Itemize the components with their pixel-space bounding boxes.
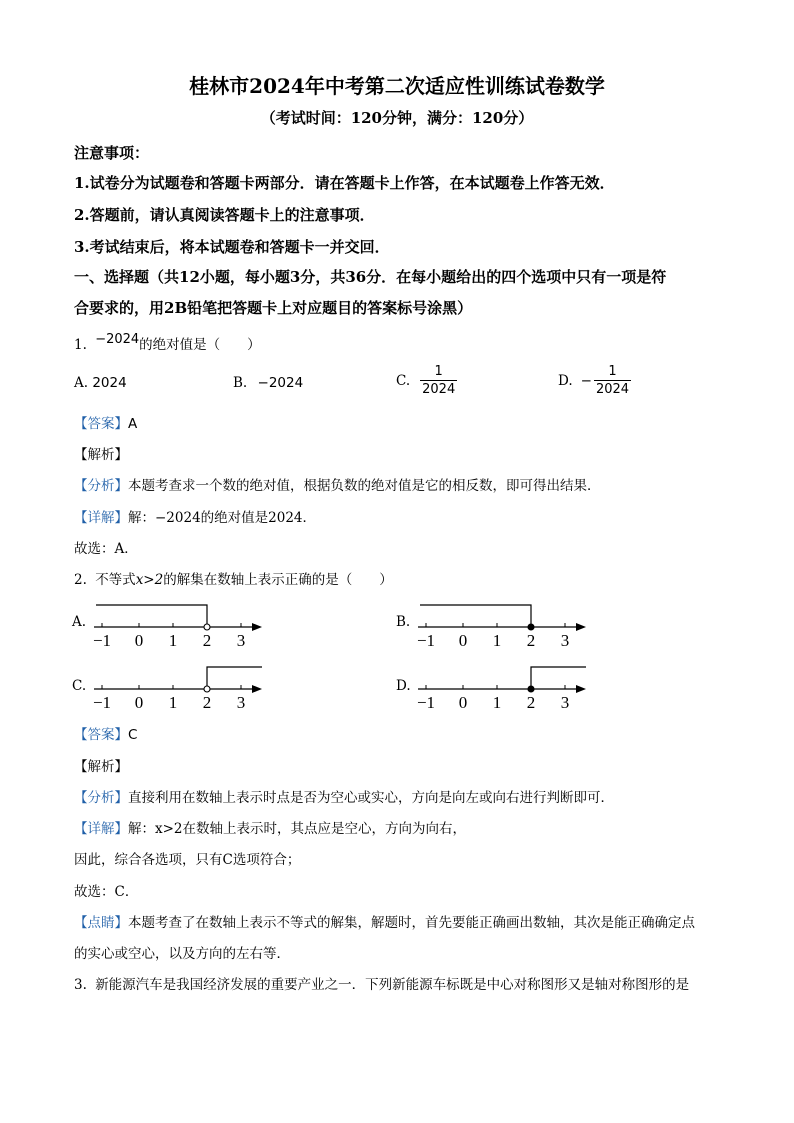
solution-ray	[96, 605, 207, 627]
dianjing-line1-q2	[74, 911, 695, 931]
tick-label: 3	[560, 693, 570, 712]
xiangjie-tag: 【详解】	[74, 510, 128, 526]
section-heading-line1: 一、选择题（共12小题，每小题3分，共36分．在每小题给出的四个选项中只有一项是符	[74, 268, 667, 286]
tick-label: 1	[492, 631, 502, 650]
fenxi-line-q1	[74, 474, 601, 494]
option-label: A.	[72, 614, 87, 630]
fraction-numerator: 1	[608, 364, 617, 379]
tick-label: −1	[92, 631, 112, 650]
question-1-value: −2024	[95, 332, 140, 347]
number-line-graphic	[72, 594, 272, 658]
minus-sign: −	[580, 372, 592, 389]
tick-label: 3	[236, 693, 246, 712]
fraction-numerator: 1	[434, 364, 443, 379]
page-title: 桂林市2024年中考第二次适应性训练试卷数学	[189, 74, 605, 98]
fenxi-line-q2	[74, 786, 614, 806]
question-2-stem	[74, 568, 393, 588]
analysis-tag-q1: 【解析】	[74, 447, 128, 463]
fraction	[420, 364, 457, 397]
choose-line-q1: 故选：A．	[74, 541, 138, 557]
option-label: C.	[72, 678, 87, 694]
answer-tag: 【答案】	[74, 727, 128, 743]
question-number: 2.	[74, 572, 87, 588]
tick-label: −1	[92, 693, 112, 712]
fenxi-tag: 【分析】	[74, 478, 128, 494]
axis-arrow-icon	[252, 623, 262, 631]
open-point	[204, 686, 210, 692]
number-line-graphic	[72, 656, 272, 720]
number-line-graphic	[396, 656, 596, 720]
fraction-denominator: 2024	[595, 382, 630, 397]
section-heading-line2: 合要求的，用2B铅笔把答题卡上对应题目的答案标号涂黑）	[74, 299, 473, 317]
option-label: C.	[396, 372, 411, 389]
question-2-post: 的解集在数轴上表示正确的是（ ）	[163, 572, 393, 588]
tick-label: 2	[202, 631, 212, 650]
question-number: 1.	[74, 337, 87, 353]
choose-line-q2: 故选：C．	[74, 884, 139, 900]
solid-point	[528, 624, 534, 630]
option-a-numberline	[72, 594, 272, 658]
xiangjie-line-q2	[74, 817, 466, 837]
option-text: 2024	[92, 375, 127, 391]
tick-label: 1	[492, 693, 502, 712]
option-c-numberline	[72, 656, 272, 720]
option-b	[233, 375, 303, 391]
note-item-1: 1.试卷分为试题卷和答题卡两部分．请在答题卡上作答，在本试题卷上作答无效．	[74, 174, 615, 192]
tick-label: 2	[526, 631, 536, 650]
answer-line-q1	[74, 412, 137, 432]
question-2-math: x>2	[135, 572, 164, 588]
question-3-stem	[74, 973, 689, 993]
answer-tag: 【答案】	[74, 416, 128, 432]
analysis-tag-q2: 【解析】	[74, 759, 128, 775]
tick-label: 0	[134, 693, 144, 712]
dianjing-tag: 【点睛】	[74, 915, 128, 931]
option-label: B.	[233, 375, 248, 391]
fenxi-tag: 【分析】	[74, 790, 128, 806]
tick-label: −1	[416, 693, 436, 712]
option-c	[396, 364, 457, 397]
option-d-numberline	[396, 656, 596, 720]
xiangjie-line-q1	[74, 506, 316, 526]
summary-line-q2: 因此，综合各选项，只有C选项符合；	[74, 852, 301, 868]
question-1-stem	[74, 333, 261, 353]
option-text: −2024	[257, 375, 304, 391]
fraction-denominator: 2024	[422, 382, 456, 397]
tick-label: 1	[168, 631, 178, 650]
option-d	[558, 364, 631, 397]
fraction	[594, 364, 631, 397]
tick-label: 2	[202, 693, 212, 712]
option-label: A.	[74, 375, 89, 391]
tick-label: −1	[416, 631, 436, 650]
note-item-2: 2.答题前，请认真阅读答题卡上的注意事项．	[74, 206, 375, 224]
tick-label: 0	[458, 631, 468, 650]
solution-ray	[420, 605, 531, 627]
tick-label: 2	[526, 693, 536, 712]
question-number: 3.	[74, 977, 87, 993]
solid-point	[528, 686, 534, 692]
note-item-3: 3.考试结束后，将本试题卷和答题卡一并交回．	[74, 238, 390, 256]
tick-label: 3	[236, 631, 246, 650]
tick-label: 0	[134, 631, 144, 650]
axis-arrow-icon	[576, 623, 586, 631]
option-b-numberline	[396, 594, 596, 658]
fenxi-text: 直接利用在数轴上表示时点是否为空心或实心，方向是向左或向右进行判断即可．	[128, 790, 614, 806]
answer-value: C	[128, 727, 138, 743]
tick-label: 1	[168, 693, 178, 712]
axis-arrow-icon	[576, 685, 586, 693]
question-1-text: 的绝对值是（ ）	[139, 337, 261, 353]
number-line-graphic	[396, 594, 596, 658]
option-label: B.	[396, 614, 411, 630]
dianjing-text: 本题考查了在数轴上表示不等式的解集，解题时，首先要能正确画出数轴，其次是能正确确定点	[128, 915, 695, 931]
exam-info: （考试时间：120分钟，满分：120分）	[260, 109, 534, 127]
xiangjie-tag: 【详解】	[74, 821, 128, 837]
tick-label: 3	[560, 631, 570, 650]
xiangjie-text: 解：x>2在数轴上表示时，其点应是空心，方向为向右，	[128, 821, 467, 837]
dianjing-line2-q2: 的实心或空心，以及方向的左右等．	[74, 946, 290, 962]
option-label: D.	[396, 678, 411, 694]
option-label: D.	[558, 372, 573, 389]
xiangjie-text: 解：−2024的绝对值是2024．	[128, 510, 317, 526]
open-point	[204, 624, 210, 630]
question-3-text: 新能源汽车是我国经济发展的重要产业之一．下列新能源车标既是中心对称图形又是轴对称图形的是	[95, 977, 690, 993]
answer-line-q2	[74, 723, 137, 743]
answer-value: A	[128, 416, 138, 432]
notes-heading: 注意事项：	[74, 144, 150, 162]
tick-label: 0	[458, 693, 468, 712]
axis-arrow-icon	[252, 685, 262, 693]
question-2-pre: 不等式	[95, 572, 136, 588]
fenxi-text: 本题考查求一个数的绝对值，根据负数的绝对值是它的相反数，即可得出结果．	[128, 478, 601, 494]
option-a	[74, 375, 127, 391]
